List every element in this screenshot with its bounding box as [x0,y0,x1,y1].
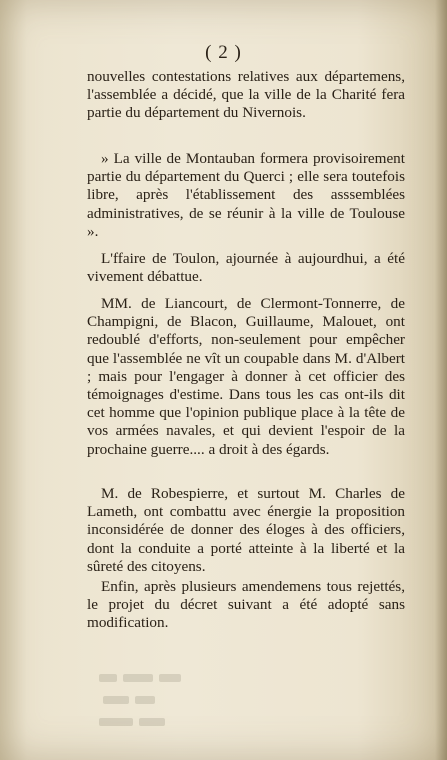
paragraph-3: L'ffaire de Toulon, ajournée à aujourdhui, a été vivement débattue. [87,250,405,286]
page-number: ( 2 ) [205,42,242,63]
bleed-through-marks [95,668,245,738]
paragraph-6: Enfin, après plusieurs amendemens tous rejettés, le projet du décret suivant a été adopté sans modification. [87,578,405,632]
paragraph-1: nouvelles contestations relatives aux départemens, l'assemblée a décidé, que la ville de la Charité fera partie du département du Nivernois. [87,68,405,122]
paragraph-2: » La ville de Montauban formera provisoirement partie du département du Querci ; elle sera toutefois libre, après l'établissement des asssemblées administratives, de se réunir à la ville de Toulouse ». [87,150,405,240]
paragraph-4: MM. de Liancourt, de Clermont-Tonnerre, de Champigni, de Blacon, Guillaume, Malouet, ont redoublé d'efforts, non-seulement pour empêcher que l'assemblée ne vît un coupable dans M. d'Albert ; mais pour l'engager à donner à cet officier des témoignages d'estime. Dans tous les cas ont-ils dit cet homme que l'opinion publique place à la tête de vos armées navales, et qui devient l'espoir de la prochaine guerre.... a droit à des égards. [87,295,405,458]
show-through-texture [95,668,245,743]
page-edge-shadow [435,0,447,760]
paragraph-5: M. de Robespierre, et surtout M. Charles de Lameth, ont combattu avec énergie la proposition inconsidérée de donner des éloges à des officiers, dont la conduite a porté atteinte à la liberté et la sûreté des citoyens. [87,485,405,575]
